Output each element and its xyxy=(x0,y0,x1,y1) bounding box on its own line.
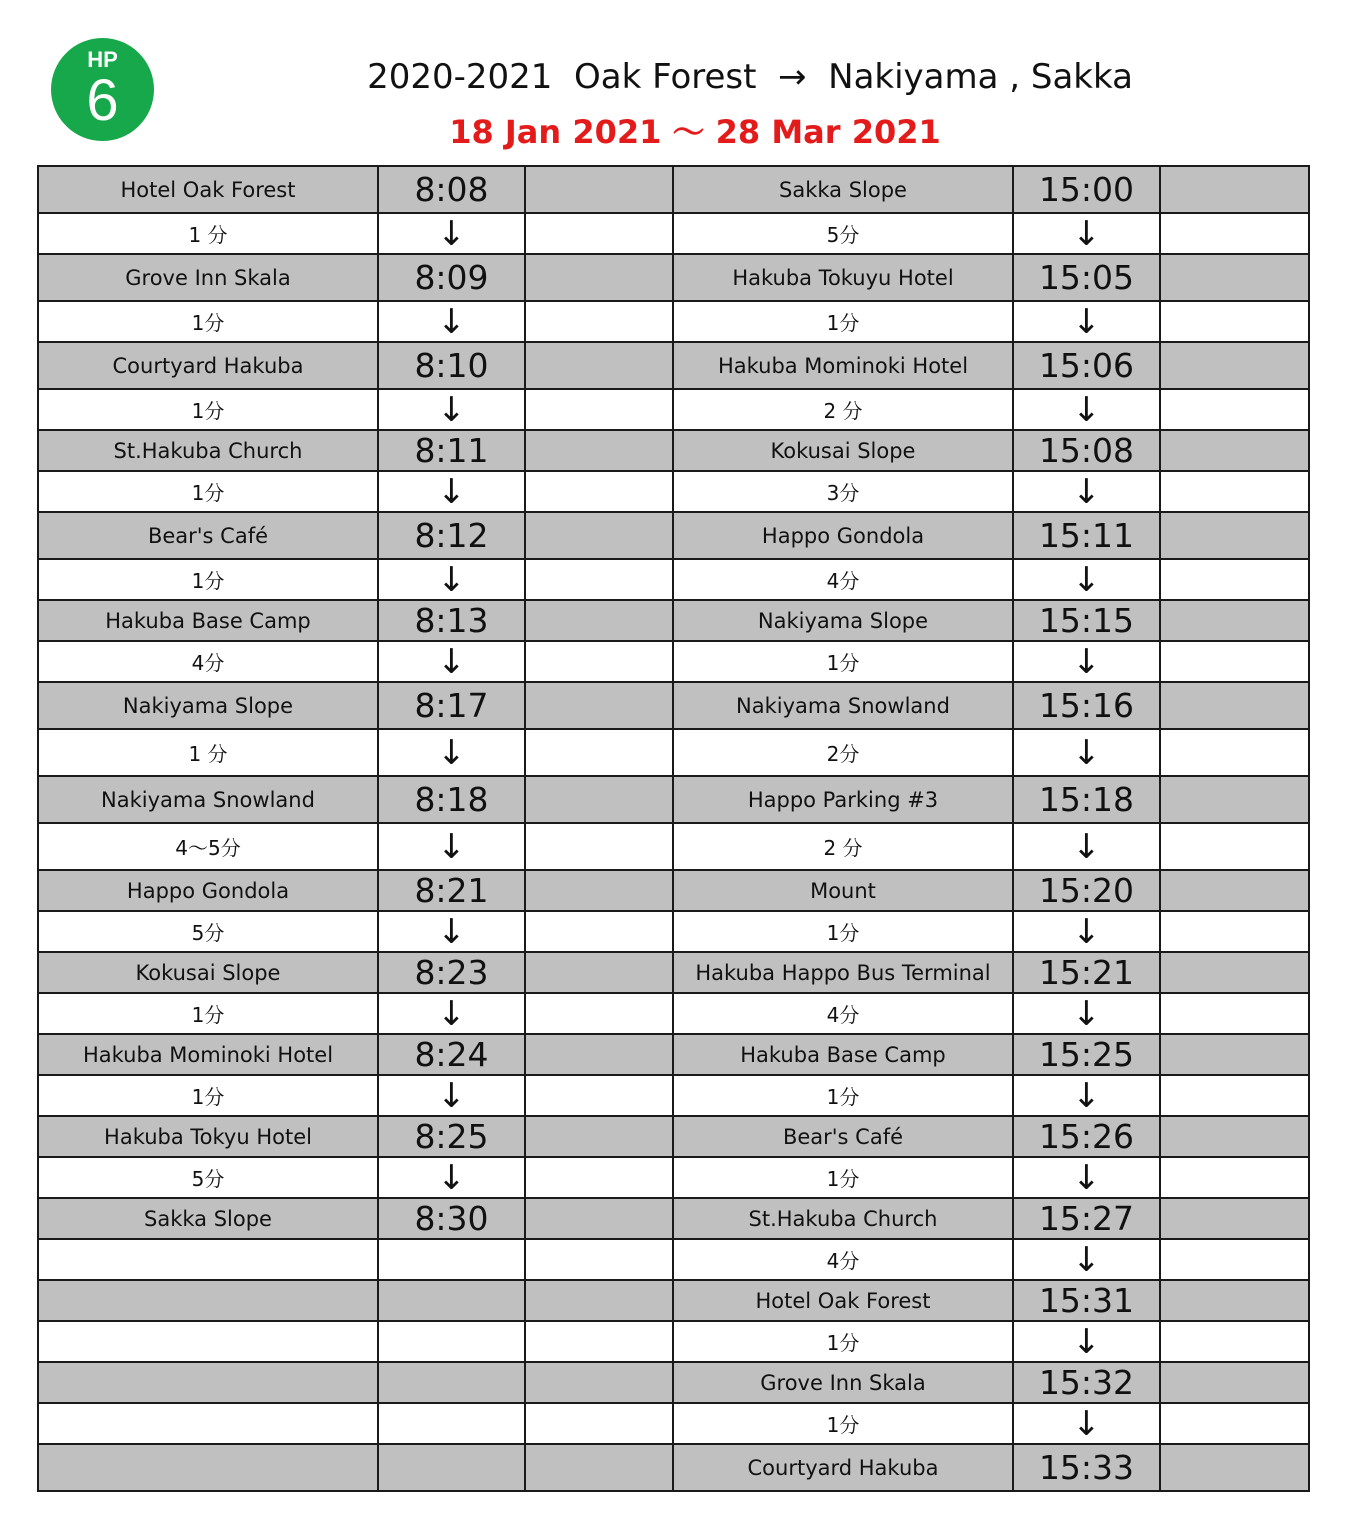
return-departure-time: 15:06 xyxy=(1013,342,1160,389)
return-note-cell xyxy=(1160,342,1309,389)
outbound-down-arrow-icon: ↓ xyxy=(378,641,525,682)
return-departure-time: 15:15 xyxy=(1013,600,1160,641)
return-note-cell xyxy=(1160,254,1309,301)
outbound-stop-name: Kokusai Slope xyxy=(38,952,378,993)
travel-row xyxy=(38,213,1309,254)
outbound-travel-duration: 1分 xyxy=(38,993,378,1034)
return-note-cell xyxy=(1160,430,1309,471)
outbound-travel-duration: 1分 xyxy=(38,1075,378,1116)
return-stop-name: Happo Parking #3 xyxy=(673,776,1013,823)
outbound-stop-name: Hotel Oak Forest xyxy=(38,166,378,213)
outbound-note-cell xyxy=(525,342,673,389)
outbound-travel-duration: 4分 xyxy=(38,641,378,682)
return-down-arrow-icon: ↓ xyxy=(1013,389,1160,430)
outbound-note-cell xyxy=(525,301,673,342)
outbound-down-arrow-icon: ↓ xyxy=(378,301,525,342)
outbound-departure-time: 8:08 xyxy=(378,166,525,213)
return-stop-name: Grove Inn Skala xyxy=(673,1362,1013,1403)
stop-row xyxy=(38,166,1309,213)
outbound-note-cell xyxy=(525,254,673,301)
outbound-down-arrow-icon: ↓ xyxy=(378,1075,525,1116)
return-travel-duration: 1分 xyxy=(673,1403,1013,1444)
travel-row xyxy=(38,471,1309,512)
travel-row xyxy=(38,1075,1309,1116)
return-departure-time: 15:21 xyxy=(1013,952,1160,993)
travel-row xyxy=(38,559,1309,600)
outbound-stop-name: Hakuba Base Camp xyxy=(38,600,378,641)
return-note-cell xyxy=(1160,1444,1309,1491)
outbound-note-cell xyxy=(525,1116,673,1157)
outbound-departure-time xyxy=(378,1444,525,1491)
travel-row xyxy=(38,1157,1309,1198)
outbound-note-cell xyxy=(525,213,673,254)
return-stop-name: Mount xyxy=(673,870,1013,911)
outbound-down-arrow-icon: ↓ xyxy=(378,823,525,870)
outbound-note-cell xyxy=(525,823,673,870)
return-note-cell xyxy=(1160,823,1309,870)
return-note-cell xyxy=(1160,600,1309,641)
outbound-stop-name: Happo Gondola xyxy=(38,870,378,911)
return-travel-duration: 2 分 xyxy=(673,389,1013,430)
return-departure-time: 15:33 xyxy=(1013,1444,1160,1491)
outbound-down-arrow-icon: ↓ xyxy=(378,559,525,600)
return-travel-duration: 4分 xyxy=(673,1239,1013,1280)
return-note-cell xyxy=(1160,559,1309,600)
outbound-departure-time xyxy=(378,1280,525,1321)
return-stop-name: Hakuba Tokuyu Hotel xyxy=(673,254,1013,301)
outbound-stop-name: Sakka Slope xyxy=(38,1198,378,1239)
return-note-cell xyxy=(1160,1075,1309,1116)
stop-row xyxy=(38,682,1309,729)
return-down-arrow-icon: ↓ xyxy=(1013,729,1160,776)
outbound-note-cell xyxy=(525,166,673,213)
return-note-cell xyxy=(1160,213,1309,254)
return-note-cell xyxy=(1160,1157,1309,1198)
return-stop-name: Happo Gondola xyxy=(673,512,1013,559)
return-note-cell xyxy=(1160,1280,1309,1321)
return-note-cell xyxy=(1160,1198,1309,1239)
return-departure-time: 15:31 xyxy=(1013,1280,1160,1321)
outbound-note-cell xyxy=(525,776,673,823)
outbound-note-cell xyxy=(525,512,673,559)
outbound-down-arrow-icon: ↓ xyxy=(378,389,525,430)
return-stop-name: Bear's Café xyxy=(673,1116,1013,1157)
outbound-note-cell xyxy=(525,1321,673,1362)
outbound-stop-name: Nakiyama Snowland xyxy=(38,776,378,823)
outbound-down-arrow-icon xyxy=(378,1239,525,1280)
stop-row xyxy=(38,430,1309,471)
outbound-departure-time: 8:13 xyxy=(378,600,525,641)
return-note-cell xyxy=(1160,1403,1309,1444)
outbound-down-arrow-icon xyxy=(378,1321,525,1362)
travel-row xyxy=(38,823,1309,870)
return-note-cell xyxy=(1160,993,1309,1034)
outbound-stop-name: St.Hakuba Church xyxy=(38,430,378,471)
return-travel-duration: 1分 xyxy=(673,1157,1013,1198)
travel-row xyxy=(38,1403,1309,1444)
outbound-down-arrow-icon: ↓ xyxy=(378,1157,525,1198)
stop-row xyxy=(38,1116,1309,1157)
return-departure-time: 15:25 xyxy=(1013,1034,1160,1075)
outbound-note-cell xyxy=(525,911,673,952)
outbound-note-cell xyxy=(525,682,673,729)
return-note-cell xyxy=(1160,1116,1309,1157)
outbound-note-cell xyxy=(525,1034,673,1075)
return-departure-time: 15:18 xyxy=(1013,776,1160,823)
return-travel-duration: 1分 xyxy=(673,1321,1013,1362)
outbound-travel-duration xyxy=(38,1321,378,1362)
outbound-travel-duration: 1 分 xyxy=(38,729,378,776)
outbound-down-arrow-icon: ↓ xyxy=(378,993,525,1034)
travel-row xyxy=(38,301,1309,342)
stop-row xyxy=(38,1198,1309,1239)
outbound-travel-duration: 1分 xyxy=(38,559,378,600)
timetable xyxy=(37,165,1310,1492)
outbound-down-arrow-icon: ↓ xyxy=(378,213,525,254)
outbound-down-arrow-icon: ↓ xyxy=(378,729,525,776)
travel-row xyxy=(38,911,1309,952)
outbound-down-arrow-icon: ↓ xyxy=(378,471,525,512)
outbound-note-cell xyxy=(525,600,673,641)
outbound-note-cell xyxy=(525,641,673,682)
return-note-cell xyxy=(1160,641,1309,682)
return-travel-duration: 2分 xyxy=(673,729,1013,776)
outbound-note-cell xyxy=(525,389,673,430)
outbound-note-cell xyxy=(525,430,673,471)
outbound-departure-time: 8:24 xyxy=(378,1034,525,1075)
return-departure-time: 15:32 xyxy=(1013,1362,1160,1403)
outbound-down-arrow-icon xyxy=(378,1403,525,1444)
return-note-cell xyxy=(1160,776,1309,823)
return-down-arrow-icon: ↓ xyxy=(1013,1157,1160,1198)
outbound-travel-duration xyxy=(38,1403,378,1444)
outbound-note-cell xyxy=(525,1075,673,1116)
return-note-cell xyxy=(1160,1362,1309,1403)
return-down-arrow-icon: ↓ xyxy=(1013,911,1160,952)
return-down-arrow-icon: ↓ xyxy=(1013,213,1160,254)
return-stop-name: Nakiyama Slope xyxy=(673,600,1013,641)
outbound-departure-time: 8:23 xyxy=(378,952,525,993)
outbound-stop-name xyxy=(38,1280,378,1321)
outbound-departure-time: 8:18 xyxy=(378,776,525,823)
return-note-cell xyxy=(1160,729,1309,776)
stop-row xyxy=(38,952,1309,993)
route-badge-line: HP xyxy=(87,47,118,72)
outbound-stop-name: Grove Inn Skala xyxy=(38,254,378,301)
stop-row xyxy=(38,1362,1309,1403)
stop-row xyxy=(38,776,1309,823)
return-note-cell xyxy=(1160,1034,1309,1075)
stop-row xyxy=(38,1034,1309,1075)
outbound-travel-duration: 1分 xyxy=(38,471,378,512)
stop-row xyxy=(38,1280,1309,1321)
return-departure-time: 15:20 xyxy=(1013,870,1160,911)
stop-row xyxy=(38,512,1309,559)
return-departure-time: 15:27 xyxy=(1013,1198,1160,1239)
travel-row xyxy=(38,729,1309,776)
outbound-stop-name: Nakiyama Slope xyxy=(38,682,378,729)
travel-row xyxy=(38,993,1309,1034)
outbound-travel-duration xyxy=(38,1239,378,1280)
outbound-note-cell xyxy=(525,1280,673,1321)
travel-row xyxy=(38,1239,1309,1280)
return-note-cell xyxy=(1160,952,1309,993)
return-note-cell xyxy=(1160,471,1309,512)
travel-row xyxy=(38,389,1309,430)
return-travel-duration: 4分 xyxy=(673,993,1013,1034)
return-down-arrow-icon: ↓ xyxy=(1013,1321,1160,1362)
outbound-departure-time: 8:09 xyxy=(378,254,525,301)
return-stop-name: Nakiyama Snowland xyxy=(673,682,1013,729)
outbound-travel-duration: 1 分 xyxy=(38,213,378,254)
outbound-departure-time: 8:12 xyxy=(378,512,525,559)
outbound-departure-time xyxy=(378,1362,525,1403)
outbound-note-cell xyxy=(525,559,673,600)
outbound-note-cell xyxy=(525,1403,673,1444)
return-departure-time: 15:11 xyxy=(1013,512,1160,559)
return-stop-name: St.Hakuba Church xyxy=(673,1198,1013,1239)
stop-row xyxy=(38,1444,1309,1491)
return-departure-time: 15:05 xyxy=(1013,254,1160,301)
outbound-travel-duration: 1分 xyxy=(38,301,378,342)
stop-row xyxy=(38,254,1309,301)
return-stop-name: Hakuba Happo Bus Terminal xyxy=(673,952,1013,993)
outbound-note-cell xyxy=(525,870,673,911)
return-note-cell xyxy=(1160,1321,1309,1362)
return-stop-name: Kokusai Slope xyxy=(673,430,1013,471)
outbound-stop-name: Courtyard Hakuba xyxy=(38,342,378,389)
outbound-note-cell xyxy=(525,1239,673,1280)
outbound-note-cell xyxy=(525,993,673,1034)
outbound-stop-name: Bear's Café xyxy=(38,512,378,559)
outbound-note-cell xyxy=(525,1157,673,1198)
outbound-travel-duration: 5分 xyxy=(38,911,378,952)
outbound-departure-time: 8:30 xyxy=(378,1198,525,1239)
stop-row xyxy=(38,870,1309,911)
outbound-stop-name xyxy=(38,1362,378,1403)
return-travel-duration: 2 分 xyxy=(673,823,1013,870)
return-note-cell xyxy=(1160,682,1309,729)
return-departure-time: 15:00 xyxy=(1013,166,1160,213)
return-down-arrow-icon: ↓ xyxy=(1013,471,1160,512)
page-title: 2020-2021 Oak Forest → Nakiyama , Sakka xyxy=(367,57,1133,97)
outbound-stop-name: Hakuba Mominoki Hotel xyxy=(38,1034,378,1075)
travel-row xyxy=(38,641,1309,682)
return-stop-name: Sakka Slope xyxy=(673,166,1013,213)
return-travel-duration: 3分 xyxy=(673,471,1013,512)
return-down-arrow-icon: ↓ xyxy=(1013,1075,1160,1116)
return-down-arrow-icon: ↓ xyxy=(1013,559,1160,600)
return-note-cell xyxy=(1160,301,1309,342)
return-down-arrow-icon: ↓ xyxy=(1013,1239,1160,1280)
return-note-cell xyxy=(1160,512,1309,559)
stop-row xyxy=(38,600,1309,641)
outbound-stop-name: Hakuba Tokyu Hotel xyxy=(38,1116,378,1157)
return-note-cell xyxy=(1160,870,1309,911)
stop-row xyxy=(38,342,1309,389)
return-departure-time: 15:26 xyxy=(1013,1116,1160,1157)
outbound-travel-duration: 1分 xyxy=(38,389,378,430)
return-note-cell xyxy=(1160,1239,1309,1280)
outbound-departure-time: 8:10 xyxy=(378,342,525,389)
service-period: 18 Jan 2021 ～ 28 Mar 2021 xyxy=(449,113,941,151)
return-travel-duration: 1分 xyxy=(673,911,1013,952)
return-note-cell xyxy=(1160,911,1309,952)
return-down-arrow-icon: ↓ xyxy=(1013,993,1160,1034)
return-note-cell xyxy=(1160,166,1309,213)
return-travel-duration: 4分 xyxy=(673,559,1013,600)
route-badge xyxy=(51,38,154,141)
return-down-arrow-icon: ↓ xyxy=(1013,641,1160,682)
outbound-departure-time: 8:11 xyxy=(378,430,525,471)
return-travel-duration: 5分 xyxy=(673,213,1013,254)
outbound-down-arrow-icon: ↓ xyxy=(378,911,525,952)
outbound-travel-duration: 5分 xyxy=(38,1157,378,1198)
return-stop-name: Hotel Oak Forest xyxy=(673,1280,1013,1321)
return-stop-name: Courtyard Hakuba xyxy=(673,1444,1013,1491)
return-travel-duration: 1分 xyxy=(673,301,1013,342)
travel-row xyxy=(38,1321,1309,1362)
return-travel-duration: 1分 xyxy=(673,1075,1013,1116)
outbound-departure-time: 8:17 xyxy=(378,682,525,729)
outbound-note-cell xyxy=(525,729,673,776)
outbound-travel-duration: 4～5分 xyxy=(38,823,378,870)
return-down-arrow-icon: ↓ xyxy=(1013,301,1160,342)
return-stop-name: Hakuba Base Camp xyxy=(673,1034,1013,1075)
outbound-note-cell xyxy=(525,471,673,512)
outbound-departure-time: 8:25 xyxy=(378,1116,525,1157)
outbound-note-cell xyxy=(525,1362,673,1403)
route-badge-number: 6 xyxy=(86,68,119,133)
return-stop-name: Hakuba Mominoki Hotel xyxy=(673,342,1013,389)
return-departure-time: 15:08 xyxy=(1013,430,1160,471)
outbound-note-cell xyxy=(525,952,673,993)
outbound-note-cell xyxy=(525,1444,673,1491)
return-down-arrow-icon: ↓ xyxy=(1013,1403,1160,1444)
outbound-stop-name xyxy=(38,1444,378,1491)
return-down-arrow-icon: ↓ xyxy=(1013,823,1160,870)
outbound-note-cell xyxy=(525,1198,673,1239)
outbound-departure-time: 8:21 xyxy=(378,870,525,911)
return-note-cell xyxy=(1160,389,1309,430)
return-travel-duration: 1分 xyxy=(673,641,1013,682)
return-departure-time: 15:16 xyxy=(1013,682,1160,729)
